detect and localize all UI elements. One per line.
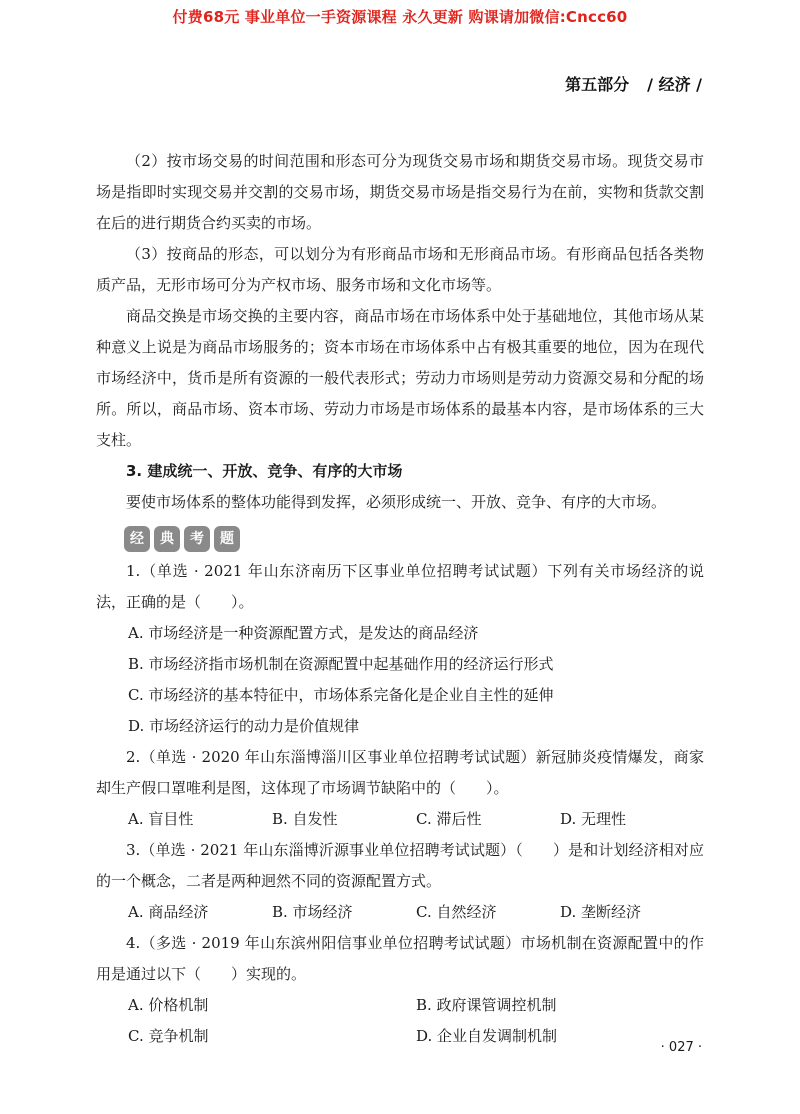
page-content (96, 146, 704, 1052)
badge-char: 题 (214, 526, 240, 552)
question-options (96, 990, 704, 1021)
question-option: D. 垄断经济 (560, 903, 642, 921)
badge-char: 典 (154, 526, 180, 552)
question-option: D. 市场经济运行的动力是价值规律 (128, 717, 360, 735)
question-options (96, 1021, 704, 1052)
section-heading: 3. 建成统一、开放、竞争、有序的大市场 (126, 462, 403, 480)
badge-char: 经 (124, 526, 150, 552)
paragraph: （2）按市场交易的时间范围和形态可分为现货交易市场和期货交易市场。现货交易市场是指即时实现交易并交割的交易市场，期货交易市场是指交易行为在前，实物和货款交割在后的进行期货合约买卖的市场。 (96, 152, 704, 232)
question-option: C. 竞争机制 (128, 1027, 209, 1045)
question-stem: 2.（单选 · 2020 年山东淄博淄川区事业单位招聘考试试题）新冠肺炎疫情爆发，商家却生产假口罩唯利是图，这体现了市场调节缺陷中的（ ）。 (96, 748, 704, 797)
question-option: B. 自发性 (272, 810, 338, 828)
badge-char: 考 (184, 526, 210, 552)
question-option: C. 市场经济的基本特征中，市场体系完备化是企业自主性的延伸 (128, 686, 554, 704)
part-label: 第五部分 (565, 75, 630, 94)
question-option: C. 自然经济 (416, 903, 497, 921)
classic-questions-badge (96, 526, 704, 552)
promo-banner: 付费68元 事业单位一手资源课程 永久更新 购课请加微信:Cncc60 (172, 8, 628, 26)
question-option: B. 市场经济 (272, 903, 353, 921)
question-option: A. 盲目性 (128, 810, 194, 828)
paragraph: 商品交换是市场交换的主要内容，商品市场在市场体系中处于基础地位，其他市场从某种意义上说是为商品市场服务的；资本市场在市场体系中占有极其重要的地位，因为在现代市场经济中，货币是所有资源的一般代表形式；劳动力市场则是劳动力资源交易和分配的场所。所以，商品市场、资本市场、劳动力市场是市场体系的最基本内容，是市场体系的三大支柱。 (96, 307, 704, 449)
question-stem: 4.（多选 · 2019 年山东滨州阳信事业单位招聘考试试题）市场机制在资源配置中的作用是通过以下（ ）实现的。 (96, 934, 704, 983)
paragraph: （3）按商品的形态，可以划分为有形商品市场和无形商品市场。有形商品包括各类物质产品，无形市场可分为产权市场、服务市场和文化市场等。 (96, 245, 704, 294)
question-option: B. 市场经济指市场机制在资源配置中起基础作用的经济运行形式 (128, 655, 554, 673)
question-stem: 3.（单选 · 2021 年山东淄博沂源事业单位招聘考试试题）（ ）是和计划经济相对应的一个概念，二者是两种迥然不同的资源配置方式。 (96, 841, 704, 890)
question-option: C. 滞后性 (416, 810, 482, 828)
question-options (96, 897, 704, 928)
page-header (565, 72, 702, 95)
question-stem: 1.（单选 · 2021 年山东济南历下区事业单位招聘考试试题）下列有关市场经济的说法，正确的是（ ）。 (96, 562, 704, 611)
question-option: D. 无理性 (560, 810, 627, 828)
question-option: A. 价格机制 (128, 996, 209, 1014)
page-number: · 027 · (660, 1040, 702, 1055)
section-label: / 经济 / (647, 75, 702, 94)
question-option: D. 企业自发调制机制 (416, 1027, 558, 1045)
paragraph: 要使市场体系的整体功能得到发挥，必须形成统一、开放、竞争、有序的大市场。 (126, 493, 667, 511)
question-option: A. 市场经济是一种资源配置方式，是发达的商品经济 (128, 624, 479, 642)
question-option: B. 政府课管调控机制 (416, 996, 557, 1014)
question-option: A. 商品经济 (128, 903, 209, 921)
question-options (96, 804, 704, 835)
